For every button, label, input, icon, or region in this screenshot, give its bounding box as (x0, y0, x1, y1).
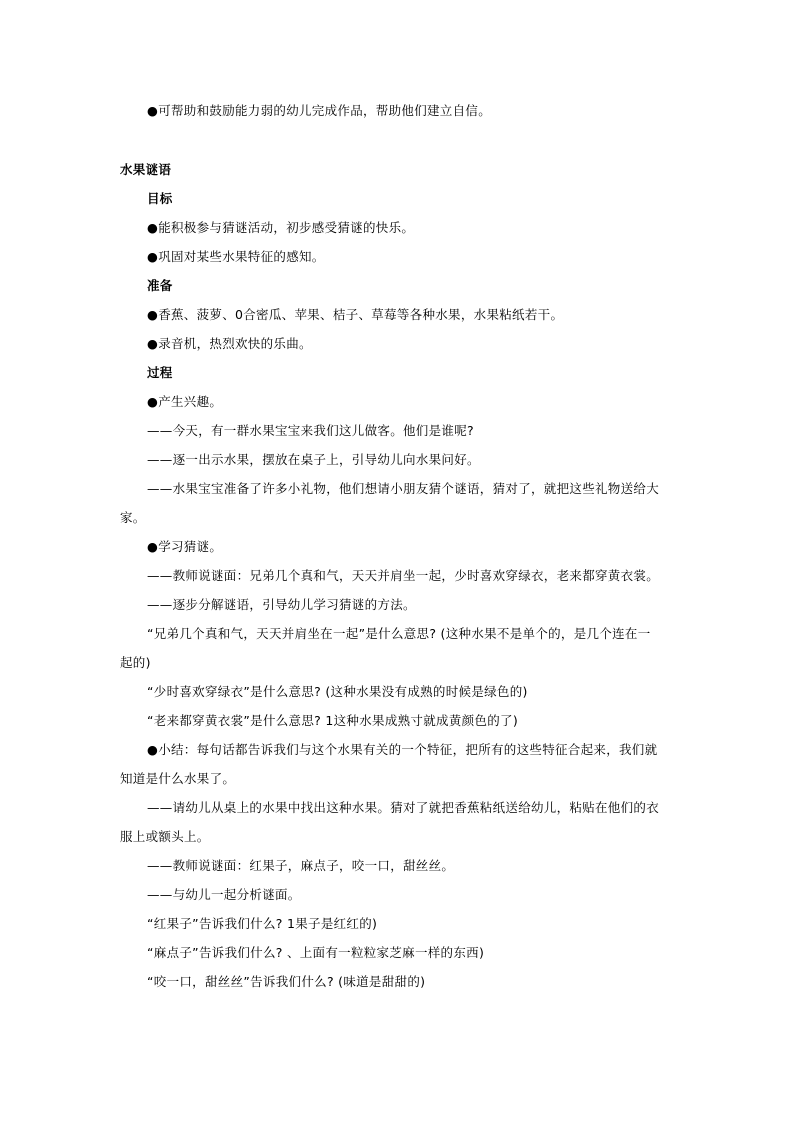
riddle-analysis: “少时喜欢穿绿衣”是什么意思? (这种水果没有成熟的时候是绿色的) (147, 684, 528, 699)
riddle-analysis: “咬一口，甜丝丝”告诉我们什么? (味道是甜甜的) (147, 974, 426, 989)
riddle-analysis: “麻点子”告诉我们什么? 、上面有一粒粒家芝麻一样的东西) (147, 945, 485, 960)
process-line-continuation: 家。 (120, 510, 146, 525)
riddle-analysis-continuation: 起的) (120, 655, 151, 670)
riddle-analysis: “兄弟几个真和气，天天并肩坐在一起”是什么意思? (这种水果不是单个的，是几个连在一 (147, 626, 651, 641)
heading-process: 过程 (147, 365, 173, 380)
process-line: ——今天，有一群水果宝宝来我们这儿做客。他们是谁呢? (147, 423, 474, 438)
bullet-help-children: ●可帮助和鼓励能力弱的幼儿完成作品，帮助他们建立自信。 (147, 103, 492, 118)
process-line: ——请幼儿从桌上的水果中找出这种水果。猜对了就把香蕉粘纸送给幼儿，粘贴在他们的衣 (147, 800, 660, 815)
riddle-analysis: “红果子”告诉我们什么? 1果子是红红的) (147, 916, 378, 931)
process-line: ——水果宝宝准备了许多小礼物，他们想请小朋友猜个谜语，猜对了，就把这些礼物送给大 (147, 481, 660, 496)
heading-goals: 目标 (147, 191, 173, 206)
process-line: ——教师说谜面：红果子，麻点子，咬一口，甜丝丝。 (147, 858, 455, 873)
process-step: ●产生兴趣。 (147, 394, 223, 409)
section-title: 水果谜语 (120, 162, 172, 177)
heading-preparation: 准备 (147, 278, 173, 293)
process-line: ——逐步分解谜语，引导幼儿学习猜谜的方法。 (147, 597, 416, 612)
process-step: ●学习猜谜。 (147, 539, 223, 554)
preparation-item: ●录音机，热烈欢快的乐曲。 (147, 336, 312, 351)
preparation-item: ●香蕉、菠萝、0合密瓜、苹果、桔子、草莓等各种水果，水果粘纸若干。 (147, 307, 564, 322)
goal-item: ●巩固对某些水果特征的感知。 (147, 249, 325, 264)
goal-item: ●能积极参与猜谜活动，初步感受猜谜的快乐。 (147, 220, 415, 235)
summary-line: ●小结：每句话都告诉我们与这个水果有关的一个特征，把所有的这些特征合起来，我们就 (147, 742, 658, 757)
riddle-analysis: “老来都穿黄衣裳”是什么意思? 1这种水果成熟寸就成黄颜色的了) (147, 713, 518, 728)
process-line: ——与幼儿一起分析谜面。 (147, 887, 301, 902)
process-line: ——逐一出示水果，摆放在桌子上，引导幼儿向水果问好。 (147, 452, 480, 467)
process-line-continuation: 服上或额头上。 (120, 829, 210, 844)
process-line: ——教师说谜面：兄弟几个真和气，天天并肩坐一起，少时喜欢穿绿衣，老来都穿黄衣裳。 (147, 568, 660, 583)
summary-line-continuation: 知道是什么水果了。 (120, 771, 236, 786)
